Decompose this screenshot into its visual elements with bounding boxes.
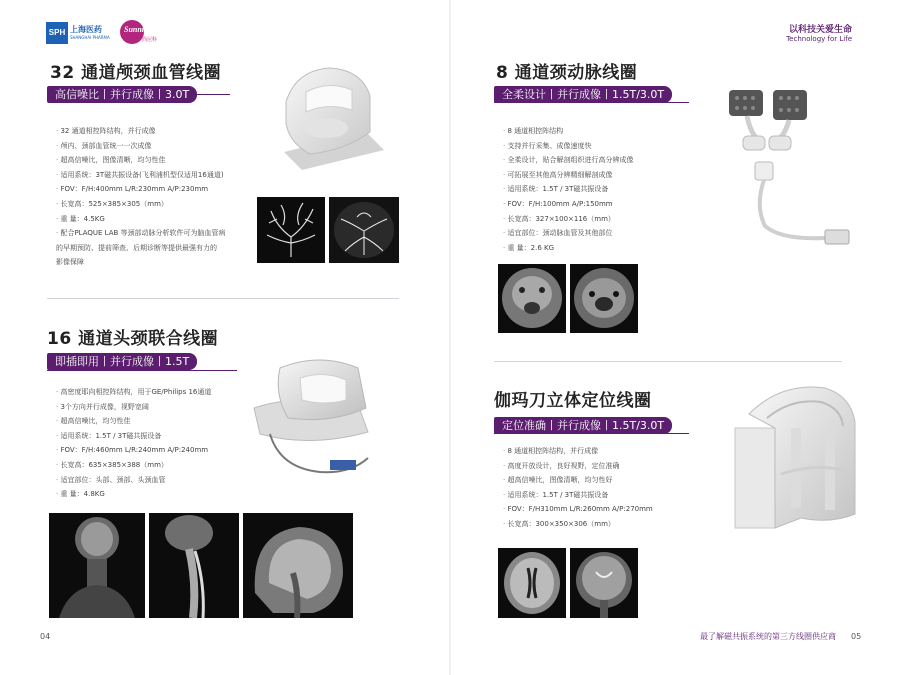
spec-item: · 超高信噪比，均匀性佳 [56, 414, 211, 429]
product4-specs [503, 444, 653, 532]
spec-item: · 长宽高：635×385×388（mm） [56, 458, 211, 473]
product2-mri-sagittal-image [243, 513, 353, 618]
spec-item: · 3个方向并行成像，视野宽阔 [56, 400, 211, 415]
left-page-number: 04 [40, 632, 51, 641]
product4-coil-photo [721, 378, 871, 534]
spec-item: · 适用系统：3T磁共振设备(飞利浦机型仅适用16通道) [56, 168, 226, 183]
right-page-number: 05 [851, 632, 862, 641]
product1-title: 32 通道颅颈血管线圈 [50, 63, 222, 83]
spec-item: · 8 通道相控阵结构 [503, 124, 633, 139]
product2-specs [56, 385, 211, 502]
spec-item: 的早期预防、提前筛查、后期诊断等提供最强有力的 [56, 243, 217, 252]
section-divider-right [494, 361, 842, 362]
spec-item: · 超高信噪比，图像清晰，均匀性佳 [56, 153, 226, 168]
product3-specs [503, 124, 633, 255]
footer-tagline: 最了解磁共振系统的第三方线圈供应商 [700, 632, 836, 641]
slogan-english: Technology for Life [786, 35, 852, 43]
spec-item: · 重 量：4.8KG [56, 487, 211, 502]
product3-coil-photo [725, 86, 865, 262]
product4-mri-coronal-image [570, 548, 638, 618]
slogan-chinese: 以科技关爱生命 [788, 25, 852, 35]
sph-english-name: SHANGHAI PHARMA [70, 35, 110, 40]
product4-title: 伽玛刀立体定位线圈 [494, 391, 652, 411]
spec-item: · 适宜部位：颈动脉血管及其他部位 [503, 226, 633, 241]
product1-tag: 高信噪比丨并行成像丨3.0T [47, 86, 197, 103]
spec-item: · 高密度耶向相控阵结构，用于GE/Philips 16通道 [56, 385, 211, 400]
product3-mri-axial-image-2 [570, 264, 638, 333]
spec-item: · 超高信噪比，图像清晰，均匀性好 [503, 473, 653, 488]
sph-logo: SPH [46, 22, 68, 44]
spec-item: · 适用系统：1.5T / 3T磁共振设备 [503, 488, 653, 503]
spec-item: · FOV：F/H:460mm L/R:240mm A/P:240mm [56, 443, 211, 458]
spec-item: · 长宽高：525×385×305（mm） [56, 197, 226, 212]
product2-mri-spine-image [149, 513, 239, 618]
product1-angiography-image-1 [257, 197, 325, 263]
spec-item: · 全柔设计，贴合解剖组织进行高分辨成像 [503, 153, 633, 168]
product1-coil-photo [266, 62, 386, 172]
product3-tag: 全柔设计丨并行成像丨1.5T/3.0T [494, 86, 672, 103]
spec-item: · 8 通道相控阵结构，并行成像 [503, 444, 653, 459]
spec-item: · 支持并行采集、成像速度快 [503, 139, 633, 154]
left-page [0, 0, 449, 675]
product4-tag: 定位准确丨并行成像丨1.5T/3.0T [494, 417, 672, 434]
spec-item: · 重 量：2.6 KG [503, 241, 633, 256]
product2-tag-underline [47, 370, 237, 371]
spec-item: · 长宽高：300×350×306（mm） [503, 517, 653, 532]
sunnico-chinese-name: 尚尼科 [142, 37, 158, 43]
section-divider-left [47, 298, 399, 299]
spec-item: · 颅内、颈部血管统一一次成像 [56, 139, 226, 154]
spec-item: · FOV：F/H:100mm A/P:150mm [503, 197, 633, 212]
product2-title: 16 通道头颈联合线圈 [47, 329, 219, 349]
sph-name: 上海医药 [70, 25, 102, 34]
product2-mri-coronal-image [49, 513, 145, 618]
spec-item: · 适用系统：1.5T / 3T磁共振设备 [503, 182, 633, 197]
spec-item: · 32 通道相控阵结构，并行成像 [56, 124, 226, 139]
spec-item: 影像保障 [56, 258, 84, 267]
spec-item: · 适宜部位：头部、颈部、头颈血管 [56, 473, 211, 488]
spec-item: · 可拓展至其他高分辨精细解剖成像 [503, 168, 633, 183]
product4-mri-axial-image [498, 548, 566, 618]
spec-item: · FOV：F/H:400mm L/R:230mm A/P:230mm [56, 182, 226, 197]
product1-angiography-image-2 [329, 197, 399, 263]
sunnico-name: Sunnico [124, 25, 152, 34]
spec-item: · 重 量：4.5KG [56, 212, 226, 227]
product2-tag: 即插即用丨并行成像丨1.5T [47, 353, 197, 370]
product3-title: 8 通道颈动脉线圈 [496, 63, 638, 83]
slogan [786, 22, 852, 43]
product2-coil-photo [240, 348, 380, 483]
spec-item: · 长宽高：327×100×116（mm） [503, 212, 633, 227]
right-page [451, 0, 900, 675]
product1-specs [56, 124, 226, 270]
product3-mri-axial-image-1 [498, 264, 566, 333]
spec-item: · 适用系统：1.5T / 3T磁共振设备 [56, 429, 211, 444]
spec-item: · 高度开放设计，良好视野，定位准确 [503, 459, 653, 474]
spec-item: · 配合PLAQUE LAB 等颈部动脉分析软件可为脑血管病 [56, 226, 226, 241]
spec-item: · FOV：F/H310mm L/R:260mm A/P:270mm [503, 502, 653, 517]
